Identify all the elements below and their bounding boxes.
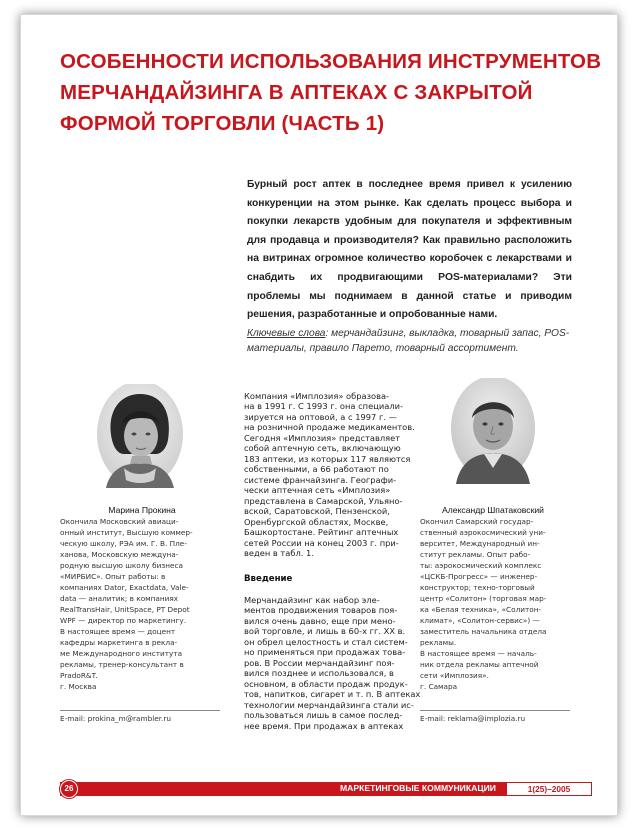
- bio-line: сети «Имплозия».: [420, 671, 489, 680]
- bio-line: ческую школу, РЭА им. Г. В. Пле-: [60, 539, 187, 548]
- journal-title: МАРКЕТИНГОВЫЕ КОММУНИКАЦИИ: [340, 783, 496, 793]
- body-line: веден в табл. 1.: [244, 548, 314, 558]
- bio-line: рекламы, тренер-консультант в: [60, 660, 184, 669]
- author-photo-shpatakovsky: [450, 378, 536, 484]
- bio-line: «ЦСКБ-Прогресс» — инженер-: [420, 572, 538, 581]
- bio-line: Окончила Московский авиаци-: [60, 517, 179, 526]
- body-line: зируется на оптовой, а с 1997 г. —: [244, 411, 397, 422]
- keywords-label: Ключевые слова: [247, 328, 326, 339]
- bio-line: климат», «Солитон-сервис») —: [420, 616, 540, 625]
- bio-line: PradoR&T.: [60, 671, 98, 680]
- bio-line: компаниях Dator, Exactdata, Vale-: [60, 583, 189, 592]
- body-line: но применяться при продажах това-: [244, 647, 406, 657]
- title-line: ФОРМОЙ ТОРГОВЛИ (ЧАСТЬ 1): [60, 112, 385, 135]
- bio-line: ме Международного института: [60, 649, 183, 658]
- bio-line: В настоящее время — доцент: [60, 627, 176, 636]
- body-line: на в 1991 г. С 1993 г. она специали-: [244, 401, 404, 411]
- bio-line: ты: аэрокосмический комплекс: [420, 561, 542, 570]
- bio-line: Окончил Самарский государ-: [420, 517, 534, 526]
- author-name-shpatakovsky: Александр Шпатаковский: [442, 505, 544, 515]
- body-intro-section: [244, 584, 420, 742]
- bio-line: г. Самара: [420, 682, 458, 691]
- body-line: Мерчандайзинг как набор эле-: [244, 594, 380, 605]
- bio-line: родную высшую школу бизнеса: [60, 561, 183, 570]
- body-line: Башкортостане. Рейтинг аптечных: [244, 527, 399, 537]
- body-line: Сегодня «Имплозия» представляет: [244, 432, 401, 443]
- bio-line: В настоящее время — началь-: [420, 649, 537, 658]
- body-line: на розничной продаже медикаментов.: [244, 422, 415, 432]
- body-line: Компания «Имплозия» образова-: [244, 390, 390, 401]
- email-divider: [420, 710, 570, 711]
- title-line: МЕРЧАНДАЙЗИНГА В АПТЕКАХ С ЗАКРЫТОЙ: [60, 81, 533, 104]
- bio-line: центр «Солитон» (торговая мар-: [420, 594, 547, 603]
- keywords-list: : мерчандайзинг, выкладка, товарный запас, POS-материалы, правило Парето, товарный ассортимент.: [247, 328, 570, 354]
- email-divider: [60, 710, 220, 711]
- body-line: вился позднее и использовался, в: [244, 668, 394, 678]
- bio-line: ханова, Московскую междуна-: [60, 550, 179, 559]
- body-intro: [244, 380, 415, 569]
- bio-line: конструктор; техно-торговый: [420, 583, 535, 592]
- body-line: вой торговле, и лишь в 60-х гг. XX в.: [244, 626, 406, 636]
- page-number: 26: [60, 780, 78, 798]
- body-line: основном, в области продаж продук-: [244, 678, 408, 689]
- section-heading: Введение: [244, 574, 293, 584]
- author-bio-prokina: [60, 516, 193, 692]
- author-photo-prokina: [96, 384, 184, 492]
- body-line: чески аптечная сеть «Имплозия»: [244, 485, 391, 495]
- bio-line: ститут рекламы. Опыт рабо-: [420, 550, 531, 559]
- article-lead: Бурный рост аптек в последнее время привел к усилению конкуренции на этом рынке. Как сделать процесс выбора и покупки лекарств удобным для покупателя и эффективным для продавца и производителя? Как правильно расположить на витринах огромное количество коробочек с лекарствами и снабдить их продвигающими POS-материалами? Эти проблемы мы поднимаем в данной статье и приводим решения, разработанные и опробованные нами.: [247, 179, 572, 321]
- body-line: представлена в Самарской, Ульяно-: [244, 495, 403, 506]
- body-line: нее время. При продажах в аптеках: [244, 720, 404, 731]
- keywords: [247, 326, 572, 356]
- article-title: [60, 46, 602, 139]
- body-line: технологии мерчандайзинга стали ис-: [244, 699, 414, 710]
- bio-line: рекламы.: [420, 638, 457, 647]
- title-line: ОСОБЕННОСТИ ИСПОЛЬЗОВАНИЯ ИНСТРУМЕНТОВ: [60, 50, 602, 73]
- body-line: вской, Саратовской, Пензенской,: [244, 506, 390, 516]
- bio-line: г. Москва: [60, 682, 97, 691]
- body-line: ров. В России мерчандайзинг поя-: [244, 657, 395, 668]
- body-line: пользоваться лишь в самое послед-: [244, 710, 403, 720]
- body-line: ментов продвижения товаров поя-: [244, 605, 398, 615]
- author-bio-shpatakovsky: [420, 516, 546, 692]
- issue-number: 1(25)–2005: [506, 782, 592, 796]
- body-line: 183 аптеки, из которых 117 являются: [244, 453, 411, 464]
- bio-line: онный институт, Высшую коммер-: [60, 528, 193, 537]
- body-line: Оренбургской областях, Москве,: [244, 516, 389, 527]
- bio-line: data — аналитик; в компаниях: [60, 594, 179, 603]
- bio-line: «МИРБИС». Опыт работы: в: [60, 572, 166, 581]
- bio-line: WPF — директор по маркетингу.: [60, 616, 187, 625]
- bio-line: верситет, Международный ин-: [420, 539, 540, 548]
- bio-line: ка «Белая техника», «Солитон-: [420, 605, 542, 614]
- bio-line: ственный аэрокосмический уни-: [420, 528, 546, 537]
- body-line: вился очень давно, еще при мено-: [244, 615, 396, 626]
- bio-line: кафедры маркетинга в рекла-: [60, 638, 178, 647]
- author-email-prokina[interactable]: E-mail: prokina_m@rambler.ru: [60, 714, 171, 723]
- body-line: системе франчайзинга. Географи-: [244, 474, 397, 485]
- body-line: он обрел целостность и стал систем-: [244, 636, 408, 647]
- body-line: собой аптечную сеть, включающую: [244, 443, 401, 453]
- bio-line: ник отдела рекламы аптечной: [420, 660, 539, 669]
- body-line: собственными, а 66 работают по: [244, 464, 389, 474]
- body-line: тов, напитков, сигарет и т. п. В аптеках: [244, 689, 421, 699]
- author-email-shpatakovsky[interactable]: E-mail: reklama@implozia.ru: [420, 714, 526, 723]
- bio-line: заместитель начальника отдела: [420, 627, 547, 636]
- bio-line: RealTransHair, UnitSpace, PT Depot: [60, 605, 190, 614]
- body-line: сетей России на конец 2003 г. при-: [244, 537, 399, 548]
- author-name-prokina: Марина Прокина: [108, 505, 176, 515]
